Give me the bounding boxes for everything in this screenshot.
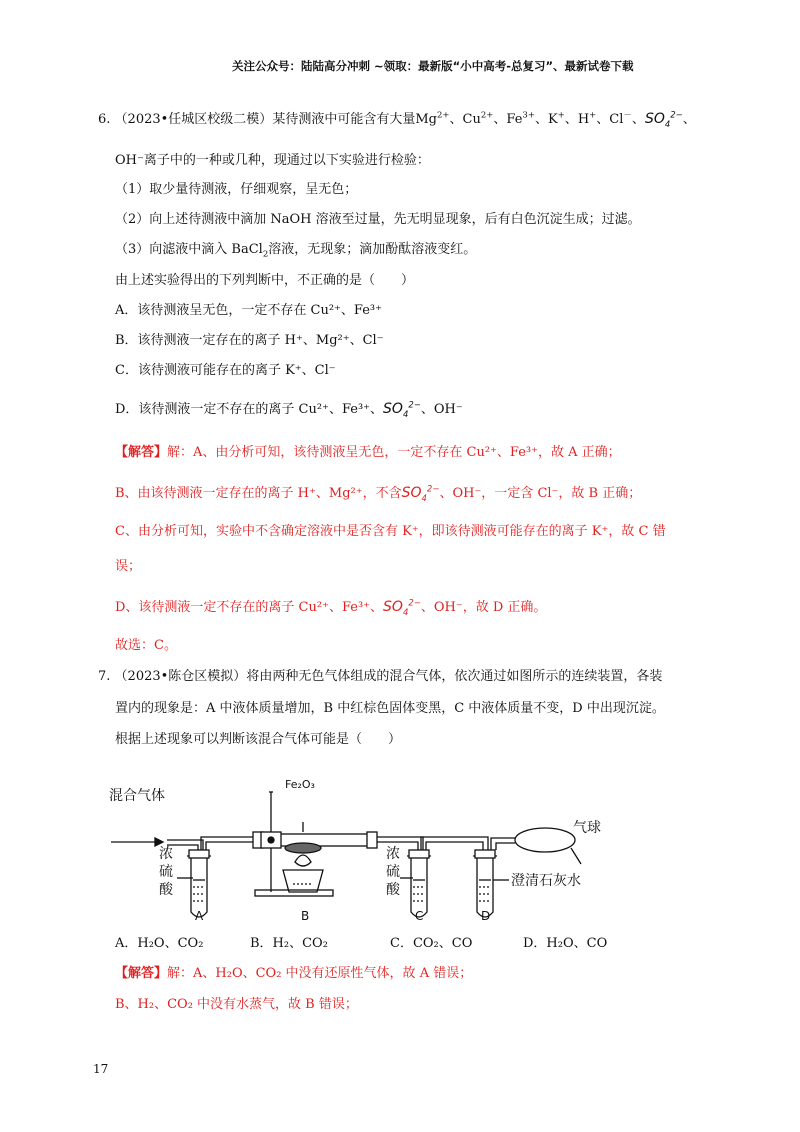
label-acid-a-1: 浓 <box>159 846 173 862</box>
label-acid-c-3: 酸 <box>386 882 400 898</box>
q6-ansb-so4: $SO_4^{2-}$ <box>401 484 440 504</box>
q6-question: 由上述实验得出的下列判断中，不正确的是（ ） <box>115 273 415 288</box>
label-d: D <box>481 909 491 922</box>
label-limewater: 澄清石灰水 <box>511 873 581 889</box>
q6-answer-label: 【解答】 <box>115 445 168 460</box>
stopper-c <box>409 850 429 858</box>
q6-number: 6. <box>98 112 111 127</box>
q6-answer-c-cont: 误； <box>115 559 142 574</box>
alcohol-lamp <box>283 870 323 892</box>
q6-ion-cl: Cl－ <box>609 110 632 127</box>
q6-step2: （2）向上述待测液中滴加 NaOH 溶液至过量，先无明显现象，后有白色沉淀生成；过滤。 <box>115 212 641 227</box>
flame <box>295 855 311 866</box>
q6-answer-a: 【解答】解：A、由分析可知，该待测液呈无色，一定不存在 Cu²⁺、Fe³⁺，故 A 正确； <box>115 445 621 460</box>
q6-answer-c: C、由分析可知，实验中不含确定溶液中是否含有 K⁺，即该待测液可能存在的离子 K⁺，故 C 错 <box>115 524 666 539</box>
label-c: C <box>415 909 424 922</box>
label-fe2o3: Fe₂O₃ <box>285 778 315 791</box>
pipe-c-to-d <box>421 837 488 850</box>
q6-ion-mg: $Mg^{2+}$ <box>415 110 450 127</box>
balloon <box>515 828 575 852</box>
q7-stem-line2: 置内的现象是：A 中液体质量增加，B 中红棕色固体变黑，C 中液体质量不变，D 中出现沉淀。 <box>115 701 665 716</box>
q7-option-c: C．CO₂、CO <box>390 936 473 951</box>
stopper-d <box>475 850 495 858</box>
label-a: A <box>195 909 204 922</box>
q7-option-a: A．H₂O、CO₂ <box>115 936 204 951</box>
label-acid-a-2: 硫 <box>159 864 173 880</box>
q6-ion-h: H+ <box>577 110 597 127</box>
label-balloon: 气球 <box>573 820 601 836</box>
q6-stem-text: 某待测液中可能含有大量 <box>272 112 416 127</box>
q7-answer-label: 【解答】 <box>115 966 168 981</box>
q6-answer-d: D、该待测液一定不存在的离子 Cu²⁺、Fe³⁺、$SO_4^{2-}$、OH⁻，故 D 正确。 <box>115 598 547 618</box>
q6-stem-line2: OH⁻离子中的一种或几种，现通过以下实验进行检验： <box>115 153 430 168</box>
fe2o3-solid <box>285 843 321 853</box>
stand-base <box>255 890 333 896</box>
q7-option-d: D．H₂O、CO <box>523 936 608 951</box>
label-b: B <box>301 909 310 922</box>
q7-answer-a: 【解答】解：A、H₂O、CO₂ 中没有还原性气体，故 A 错误； <box>115 966 473 981</box>
q6-option-c: C．该待测液可能存在的离子 K⁺、Cl⁻ <box>115 363 336 378</box>
label-acid-c-1: 浓 <box>386 846 400 862</box>
q7-source: （2023•陈仓区模拟） <box>114 669 247 684</box>
page-number: 17 <box>93 1062 109 1076</box>
pipe-b-to-c <box>377 837 423 850</box>
q6-step3: （3）向滤液中滴入 BaCl$_2$溶液，无现象；滴加酚酞溶液变红。 <box>115 242 477 260</box>
q6-option-d: D．该待测液一定不存在的离子 Cu²⁺、Fe³⁺、$SO_4^{2-}$、OH⁻ <box>115 400 463 420</box>
q6-ion-fe: $Fe^{3+}$ <box>506 110 535 127</box>
q6-ion-so4: $SO_4^{2-}$ <box>644 110 683 130</box>
q7-answer-b: B、H₂、CO₂ 中没有水蒸气，故 B 错误； <box>115 997 358 1012</box>
inlet-arrowhead <box>155 838 163 846</box>
header-promo: 关注公众号：陆陆高分冲刺 ~领取：最新版“小中高考-总复习”、最新试卷下载 <box>232 59 634 73</box>
q7-option-b: B．H₂、CO₂ <box>250 936 328 951</box>
q6-ansd-so4: $SO_4^{2-}$ <box>383 598 421 618</box>
q6-answer-b: B、由该待测液一定存在的离子 H⁺、Mg²⁺，不含$SO_4^{2-}$、OH⁻，一定含 Cl⁻，故 B 正确； <box>115 484 642 504</box>
q6-ion-k: K+ <box>547 110 565 127</box>
q7-number: 7. <box>98 669 111 684</box>
label-acid-c-2: 硫 <box>386 864 400 880</box>
stopper-a <box>189 850 209 858</box>
q6-source: （2023•任城区校级二模） <box>114 112 273 127</box>
q6-ion-cu: $Cu^{2+}$ <box>462 110 494 127</box>
apparatus-diagram <box>105 752 645 922</box>
q6-step1: （1）取少量待测液，仔细观察，呈无色； <box>115 182 358 197</box>
pipe-a-to-b <box>201 837 255 850</box>
q6-choose: 故选：C。 <box>115 638 177 653</box>
q6-option-a: A．该待测液呈无色，一定不存在 Cu²⁺、Fe³⁺ <box>115 303 382 318</box>
label-mixed-gas: 混合气体 <box>109 788 165 804</box>
q7-stem-line3: 根据上述现象可以判断该混合气体可能是（ ） <box>115 732 402 747</box>
q6-optd-so4: $SO_4^{2-}$ <box>383 400 421 420</box>
pipe-d-to-balloon <box>491 838 515 850</box>
label-acid-a-3: 酸 <box>159 882 173 898</box>
q6-stem-line1: 6. （2023•任城区校级二模）某待测液中可能含有大量$Mg^{2+}$、$Cu^{2+}$、$Fe^{3+}$、K+、H+、Cl－、$SO_4^{2-}$、 <box>98 110 696 130</box>
q6-option-b: B．该待测液一定存在的离子 H⁺、Mg²⁺、Cl⁻ <box>115 333 384 348</box>
q7-stem-line1: 7. （2023•陈仓区模拟）将由两种无色气体组成的混合气体，依次通过如图所示的连续装置，各装 <box>98 669 663 684</box>
